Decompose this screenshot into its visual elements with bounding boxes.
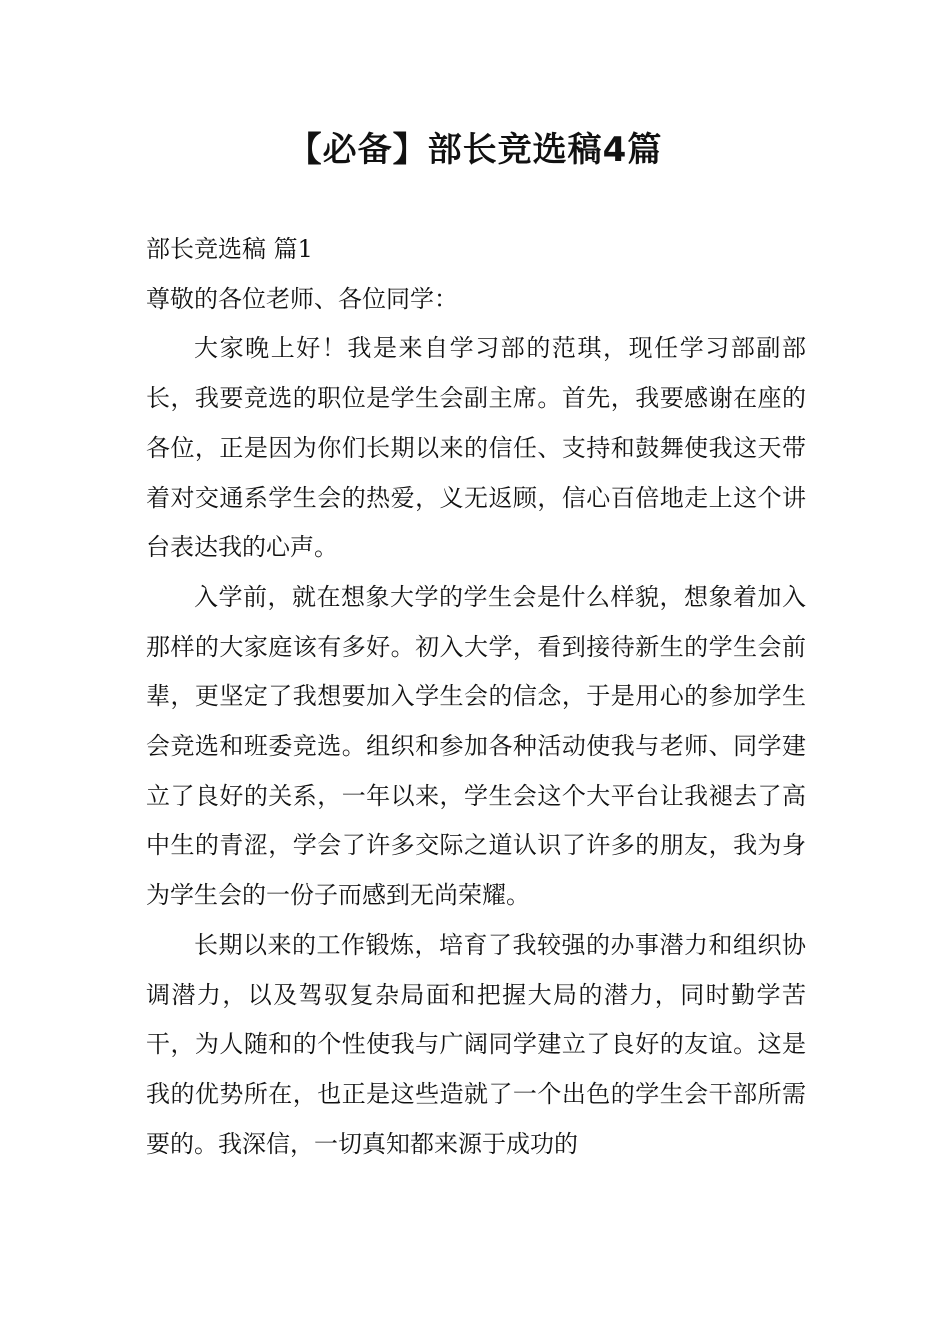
- paragraph-2: 入学前，就在想象大学的学生会是什么样貌，想象着加入那样的大家庭该有多好。初入大学，看到接待新生的学生会前辈，更坚定了我想要加入学生会的信念，于是用心的参加学生会竞选和班委竞选。组织和参加各种活动使我与老师、同学建立了良好的关系，一年以来，学生会这个大平台让我褪去了高中生的青涩，学会了许多交际之道认识了许多的朋友，我为身为学生会的一份子而感到无尚荣耀。: [146, 582, 806, 910]
- paragraph-1: 大家晚上好！我是来自学习部的范琪，现任学习部副部长，我要竞选的职位是学生会副主席。首先，我要感谢在座的各位，正是因为你们长期以来的信任、支持和鼓舞使我这天带着对交通系学生会的热爱，义无返顾，信心百倍地走上这个讲台表达我的心声。: [146, 334, 806, 562]
- salutation: 尊敬的各位老师、各位同学：: [146, 284, 458, 313]
- section-heading: 部长竞选稿 篇1: [146, 235, 313, 263]
- document-body: [146, 225, 806, 1169]
- paragraph-3: 长期以来的工作锻炼，培育了我较强的办事潜力和组织协调潜力，以及驾驭复杂局面和把握大局的潜力，同时勤学苦干，为人随和的个性使我与广阔同学建立了良好的友谊。这是我的优势所在，也正是这些造就了一个出色的学生会干部所需要的。我深信，一切真知都来源于成功的: [146, 930, 806, 1158]
- document-title: 【必备】部长竞选稿4篇: [287, 130, 663, 170]
